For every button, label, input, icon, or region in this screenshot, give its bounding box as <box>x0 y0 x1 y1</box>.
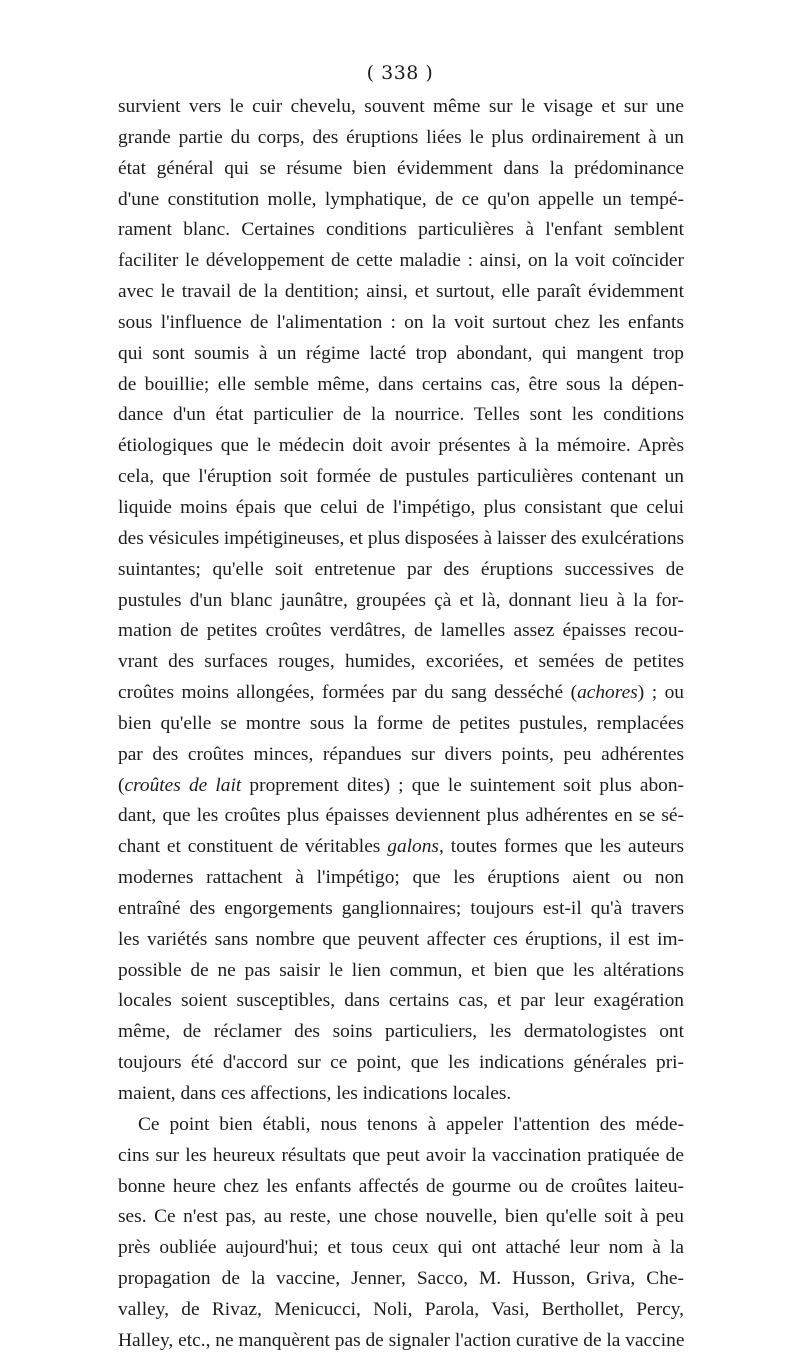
text-line: propagation de la vaccine, Jenner, Sacco, M. Husson, Griva, Che- <box>118 1268 684 1290</box>
text-line: des vésicules impétigineuses, et plus disposées à laisser des exulcérations <box>118 527 684 549</box>
text-line: possible de ne pas saisir le lien commun, et bien que les altérations <box>118 959 684 981</box>
text-line: avec le travail de la dentition; ainsi, et surtout, elle paraît évidemment <box>118 281 684 303</box>
text-line: d'une constitution molle, lymphatique, de ce qu'on appelle un tempé- <box>118 188 684 210</box>
text-line: qui sont soumis à un régime lacté trop abondant, qui mangent trop <box>118 342 684 364</box>
text-line: liquide moins épais que celui de l'impétigo, plus consistant que celui <box>118 496 684 518</box>
text-line: état général qui se résume bien évidemment dans la prédominance <box>118 157 684 179</box>
italic-term: galons <box>387 836 439 858</box>
text-line: Ce point bien établi, nous tenons à appeler l'attention des méde- <box>138 1113 684 1135</box>
text-line: de bouillie; elle semble même, dans certains cas, être sous la dépen- <box>118 373 684 395</box>
text-line: sous l'influence de l'alimentation : on la voit surtout chez les enfants <box>118 311 684 333</box>
text-segment: chant et constituent de véritables <box>118 836 388 858</box>
text-line: même, de réclamer des soins particuliers, les dermatologistes ont <box>118 1021 684 1043</box>
text-segment: ( <box>118 774 125 796</box>
text-line: ses. Ce n'est pas, au reste, une chose nouvelle, bien qu'elle soit à peu <box>118 1206 684 1228</box>
text-line: valley, de Rivaz, Menicucci, Noli, Parola, Vasi, Berthollet, Percy, <box>118 1298 684 1320</box>
text-segment: proprement dites) ; que le suintement soit plus abon- <box>241 774 684 796</box>
text-segment: ) ; ou <box>637 682 684 704</box>
body-text <box>118 92 684 1357</box>
text-line: cins sur les heureux résultats que peut avoir la vaccination pratiquée de <box>118 1144 684 1166</box>
text-line: bonne heure chez les enfants affectés de gourme ou de croûtes laiteu- <box>118 1175 684 1197</box>
text-line: rament blanc. Certaines conditions particulières à l'enfant semblent <box>118 219 684 241</box>
text-line: bien qu'elle se montre sous la forme de petites pustules, remplacées <box>118 712 684 734</box>
text-line: maient, dans ces affections, les indications locales. <box>118 1083 512 1104</box>
text-line: grande partie du corps, des éruptions liées le plus ordinairement à un <box>118 126 684 148</box>
text-line: dant, que les croûtes plus épaisses deviennent plus adhérentes en se sé- <box>118 805 684 827</box>
text-line: les variétés sans nombre que peuvent affecter ces éruptions, il est im- <box>118 928 684 950</box>
italic-term: croûtes de lait <box>124 774 242 796</box>
text-line: suintantes; qu'elle soit entretenue par des éruptions successives de <box>118 558 684 580</box>
text-line: modernes rattachent à l'impétigo; que les éruptions aient ou non <box>118 867 684 889</box>
text-line <box>118 678 684 709</box>
text-line: locales soient susceptibles, dans certains cas, et par leur exagération <box>118 990 684 1012</box>
italic-term: achores <box>577 682 638 704</box>
text-line: pustules d'un blanc jaunâtre, groupées çà et là, donnant lieu à la for- <box>118 589 684 611</box>
text-line: étiologiques que le médecin doit avoir présentes à la mémoire. Après <box>118 435 684 457</box>
text-line: Halley, etc., ne manquèrent pas de signaler l'action curative de la vaccine <box>118 1329 685 1351</box>
text-line: vrant des surfaces rouges, humides, excoriées, et semées de petites <box>118 651 684 673</box>
text-segment: , toutes formes que les auteurs <box>438 836 684 858</box>
page-number: ( 338 ) <box>366 62 434 84</box>
text-line: mation de petites croûtes verdâtres, de lamelles assez épaisses recou- <box>118 620 684 642</box>
text-line <box>118 832 684 863</box>
text-line: entraîné des engorgements ganglionnaires; toujours est-il qu'à travers <box>118 897 684 919</box>
text-line: survient vers le cuir chevelu, souvent même sur le visage et sur une <box>118 96 684 117</box>
text-line: par des croûtes minces, répandues sur divers points, peu adhérentes <box>118 743 684 765</box>
text-line: toujours été d'accord sur ce point, que les indications générales pri- <box>118 1052 684 1074</box>
text-line: faciliter le développement de cette maladie : ainsi, on la voit coïncider <box>118 250 684 272</box>
text-line <box>118 771 684 802</box>
text-segment: croûtes moins allongées, formées par du sang desséché ( <box>118 682 578 704</box>
text-line: dance d'un état particulier de la nourrice. Telles sont les conditions <box>118 404 684 426</box>
text-line: près oubliée aujourd'hui; et tous ceux qui ont attaché leur nom à la <box>118 1237 684 1259</box>
text-line: cela, que l'éruption soit formée de pustules particulières contenant un <box>118 466 684 488</box>
